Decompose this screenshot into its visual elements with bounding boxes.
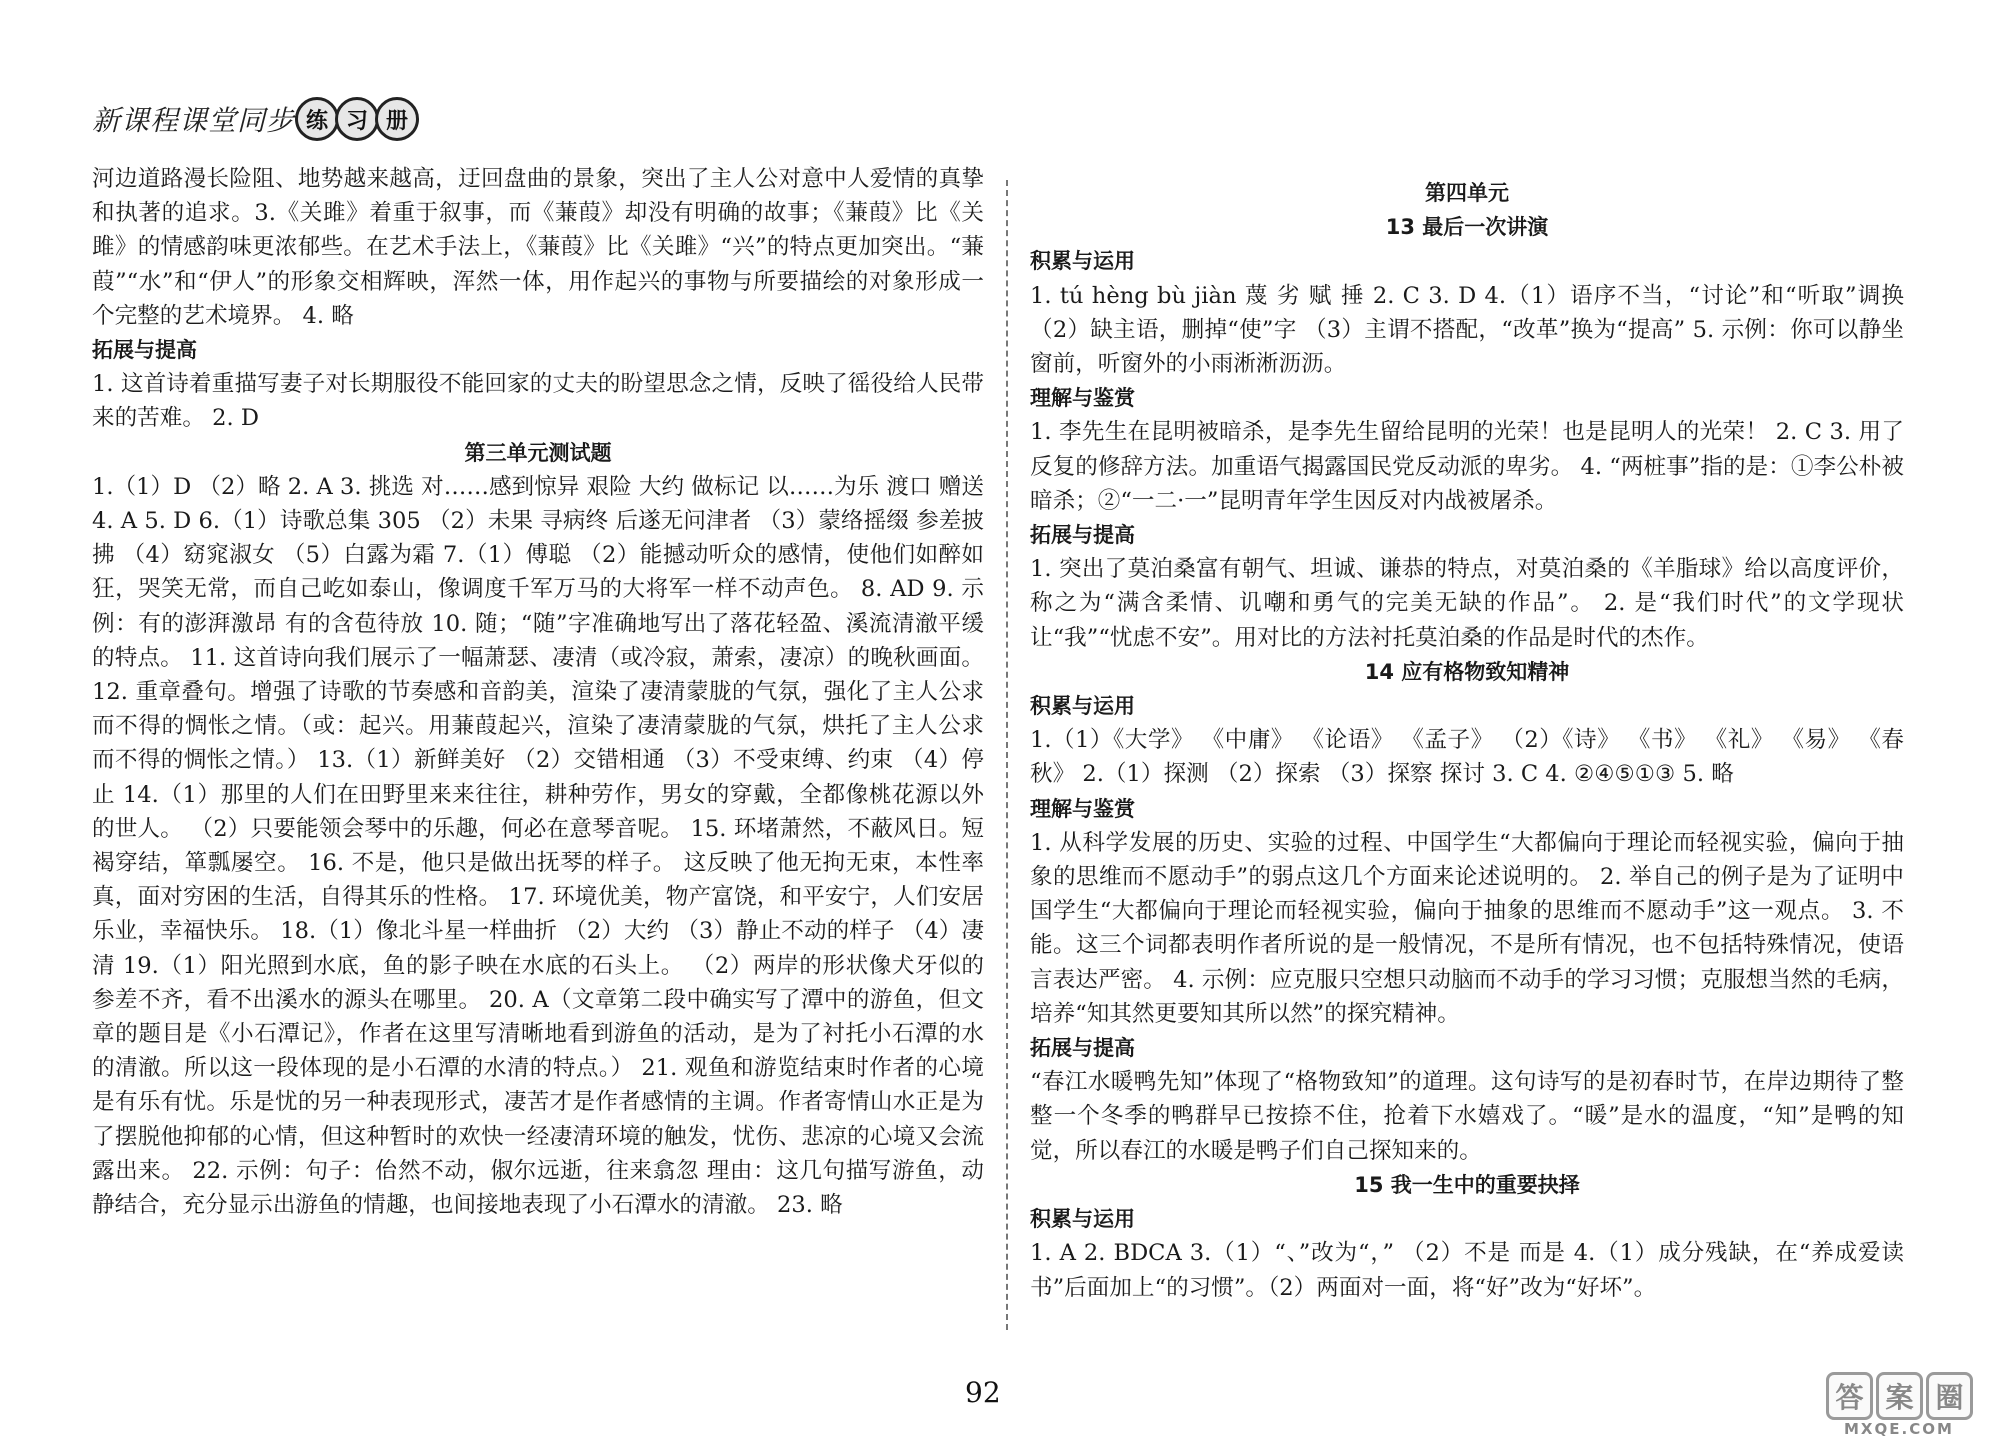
answer-paragraph: 1.（1）D （2）略 2. A 3. 挑选 对……感到惊异 艰险 大约 做标记 以……为乐 渡口 赠送 4. A 5. D 6.（1）诗歌总集 305 （2）未果 寻病终 后遂无问津者 （3）蒙络摇缀 参差披拂 （4）窈窕淑女 （5）白露为霜 7.（1）傅聪 （2）能撼动听众的感情，使他们如醉如狂，哭笑无常，而自己屹如泰山，像调度千军万马的大将军一样不动声色。 8. AD 9. 示例：有的澎湃激昂 有的含苞待放 10. 随；“随”字准确地写出了落花轻盈、溪流清澈平缓的特点。 11. 这首诗向我们展示了一幅萧瑟、凄清（或冷寂，萧索，凄凉）的晚秋画面。 12. 重章叠句。增强了诗歌的节奏感和音韵美，渲染了凄清蒙胧的气氛，强化了主人公求而不得的惆怅之情。（或：起兴。用蒹葭起兴，渲染了凄清蒙胧的气氛，烘托了主人公求而不得的惆怅之情。） 13.（1）新鲜美好 （2）交错相通 （3）不受束缚、约束 （4）停止 14.（1）那里的人们在田野里来来往往，耕种劳作，男女的穿戴，全都像桃花源以外的世人。 （2）只要能领会琴中的乐趣，何必在意琴音呢。 15. 环堵萧然，不蔽风日。短褐穿结，箪瓢屡空。 16. 不是，他只是做出抚琴的样子。 这反映了他无拘无束，本性率真，面对穷困的生活，自得其乐的性格。 17. 环境优美，物产富饶，和平安宁，人们安居乐业，幸福快乐。 18.（1）像北斗星一样曲折 （2）大约 （3）静止不动的样子 （4）凄清 19.（1）阳光照到水底，鱼的影子映在水底的石头上。 （2）两岸的形状像犬牙似的参差不齐，看不出溪水的源头在哪里。 20. A（文章第二段中确实写了潭中的游鱼，但文章的题目是《小石潭记》，作者在这里写清晰地看到游鱼的活动，是为了衬托小石潭的水的清澈。所以这一段体现的是小石潭的水清的特点。） 21. 观鱼和游览结束时作者的心境是有乐有忧。乐是忧的另一种表现形式，凄苦才是作者感情的主调。作者寄情山水正是为了摆脱他抑郁的心情，但这种暂时的欢快一经凄清环境的触发，忧伤、悲凉的心境又会流露出来。 22. 示例：句子：佁然不动，俶尔远逝，往来翕忽 理由：这几句描写游鱼，动静结合，充分显示出游鱼的情趣，也间接地表现了小石潭水的清澈。 23. 略 [92,473,984,1219]
answer-paragraph: 1. tú hèng bù jiàn 蔑 劣 赋 捶 2. C 3. D 4.（1）语序不当，“讨论”和“听取”调换 （2）缺主语，删掉“使”字 （3）主谓不搭配，“改革”换为“提高” 5. 示例：你可以静坐窗前，听窗外的小雨淅淅沥沥。 [1030,282,1904,378]
book-header [92,96,419,142]
answer-paragraph: 1. 突出了莫泊桑富有朝气、坦诚、谦恭的特点，对莫泊桑的《羊脂球》给以高度评价，称之为“满含柔情、讥嘲和勇气的完美无缺的作品”。 2. 是“我们时代”的文学现状让“我”“忧虑不安”。用对比的方法衬托莫泊桑的作品是时代的杰作。 [1030,556,1904,651]
right-column [1030,176,1904,1305]
section-heading: 积累与运用 [1030,249,1135,274]
lesson-title: 15 我一生中的重要抉择 [1354,1172,1580,1197]
section-heading: 理解与鉴赏 [1030,386,1135,411]
answer-paragraph: 河边道路漫长险阻、地势越来越高，迂回盘曲的景象，突出了主人公对意中人爱情的真挚和执著的追求。3.《关雎》着重于叙事，而《蒹葭》却没有明确的故事；《蒹葭》比《关雎》的情感韵味更浓郁些。在艺术手法上，《蒹葭》比《关雎》“兴”的特点更加突出。“蒹葭”“水”和“伊人”的形象交相辉映，浑然一体，用作起兴的事物与所要描绘的对象形成一个完整的艺术境界。 4. 略 [92,166,984,329]
watermark-chars [1826,1372,1976,1420]
header-badges [299,97,419,141]
header-title: 新课程课堂同步 [92,104,296,137]
answer-paragraph: 1. A 2. BDCA 3.（1）“、”改为“，” （2）不是 而是 4.（1）成分残缺，在“养成爱读书”后面加上“的习惯”。（2）两面对一面，将“好”改为“好坏”。 [1030,1240,1904,1301]
answer-paragraph: “春江水暖鸭先知”体现了“格物致知”的道理。这句诗写的是初春时节，在岸边期待了整整一个冬季的鸭群早已按捺不住，抢着下水嬉戏了。“暖”是水的温度，“知”是鸭的知觉，所以春江的水暖是鸭子们自己探知来的。 [1030,1069,1904,1164]
watermark-char: 案 [1876,1372,1923,1420]
page-number: 92 [965,1376,1001,1409]
answer-paragraph: 1. 从科学发展的历史、实验的过程、中国学生“大都偏向于理论而轻视实验，偏向于抽象的思维而不愿动手”的弱点这几个方面来论述说明的。 2. 举自己的例子是为了证明中国学生“大都偏向于理论而轻视实验，偏向于抽象的思维而不愿动手”这一观点。 3. 不能。这三个词都表明作者所说的是一般情况，不是所有情况，也不包括特殊情况，使语言表达严密。 4. 示例：应克服只空想只动脑而不动手的学习习惯；克服想当然的毛病，培养“知其然更要知其所以然”的探究精神。 [1030,829,1904,1027]
section-heading: 理解与鉴赏 [1030,796,1135,821]
lesson-title: 13 最后一次讲演 [1385,215,1549,240]
section-heading: 拓展与提高 [1030,1036,1135,1061]
answer-paragraph: 1. 这首诗着重描写妻子对长期服役不能回家的丈夫的盼望思念之情，反映了徭役给人民带来的苦难。 2. D [92,371,984,432]
test-title: 第三单元测试题 [464,440,612,465]
section-heading: 积累与运用 [1030,1207,1135,1232]
left-column [92,162,984,1222]
lesson-title: 14 应有格物致知精神 [1364,659,1570,684]
header-badge: 册 [375,97,419,141]
watermark-url: MXQE.COM [1844,1420,1954,1438]
header-badge: 习 [335,97,379,141]
section-heading: 拓展与提高 [92,338,197,363]
watermark-char: 圈 [1926,1372,1973,1420]
watermark-logo [1826,1372,1976,1436]
column-divider [1006,180,1008,1330]
watermark-char: 答 [1826,1372,1873,1420]
section-heading: 积累与运用 [1030,694,1135,719]
answer-paragraph: 1. 李先生在昆明被暗杀，是李先生留给昆明的光荣！也是昆明人的光荣！ 2. C 3. 用了反复的修辞方法。加重语气揭露国民党反动派的卑劣。 4. “两桩事”指的是：①李公朴被暗杀；②“一二·一”昆明青年学生因反对内战被屠杀。 [1030,419,1904,514]
section-heading: 拓展与提高 [1030,523,1135,548]
answer-paragraph: 1.（1）《大学》 《中庸》 《论语》 《孟子》 （2）《诗》 《书》 《礼》 《易》 《春秋》 2.（1）探测 （2）探索 （3）探察 探讨 3. C 4. ②④⑤①③ 5. 略 [1030,727,1904,788]
header-badge: 练 [295,97,339,141]
unit-title: 第四单元 [1425,181,1509,205]
